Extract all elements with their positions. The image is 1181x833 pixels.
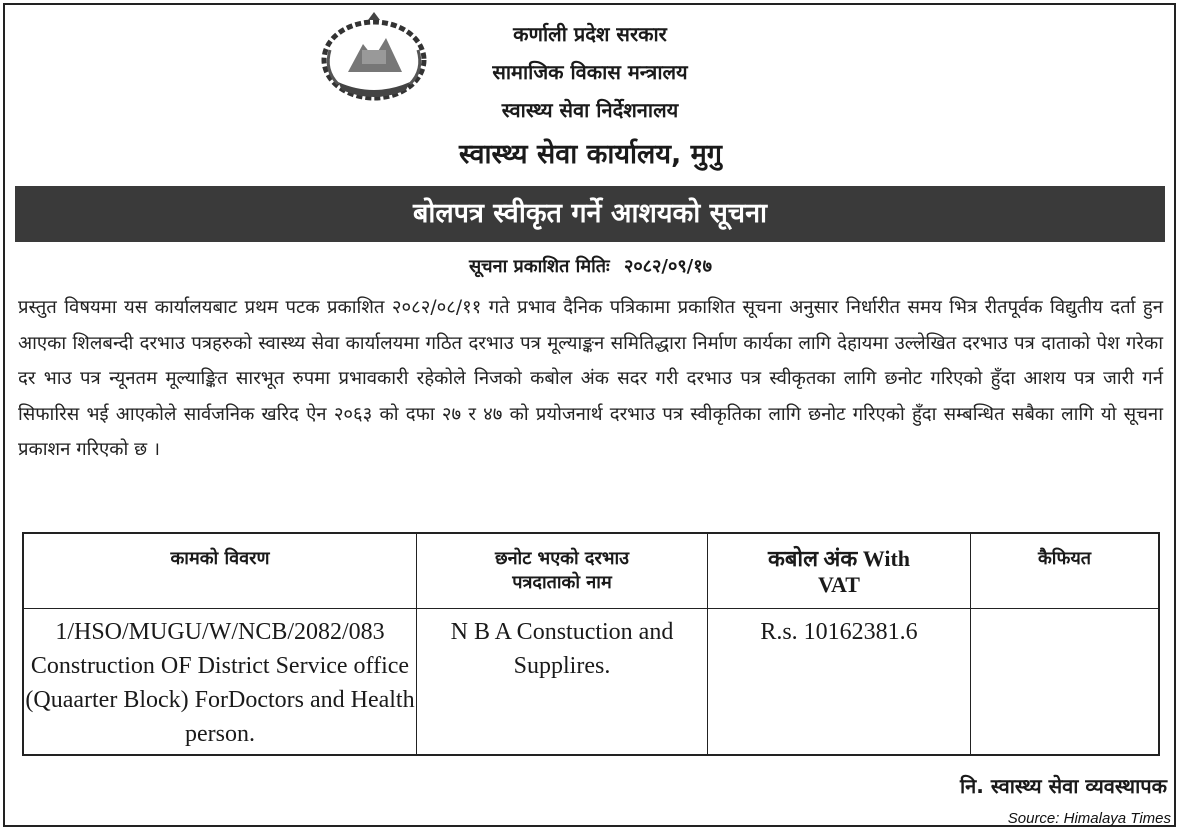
header-bidder-line2: पत्रदाताको नाम (512, 572, 612, 593)
header-amount-line1: कबोल अंक With (767, 546, 911, 571)
office-title: स्वास्थ्य सेवा कार्यालय, मुगु (459, 139, 722, 170)
publication-line (0, 254, 1181, 278)
header-bidder-line1: छनोट भएको दरभाउ (494, 548, 630, 569)
header-bidder (417, 533, 708, 608)
nepal-emblem-icon (318, 10, 430, 102)
cell-amount: R.s. 10162381.6 (708, 608, 971, 755)
header-directorate: स्वास्थ्य सेवा निर्देशनालय (501, 98, 679, 122)
cell-description: 1/HSO/MUGU/W/NCB/2082/083 Construction OF District Service office (Quaarter Block) ForDoctors and Health person. (23, 608, 417, 755)
publication-label: सूचना प्रकाशित मितिः (469, 256, 610, 277)
header-province: कर्णाली प्रदेश सरकार (513, 22, 667, 46)
publication-date: २०८२/०९/१७ (623, 256, 712, 277)
notice-body: प्रस्तुत विषयमा यस कार्यालयबाट प्रथम पटक प्रकाशित २०८२/०८/११ गते प्रभाव दैनिक पत्रिकामा प्रकाशित सूचना अनुसार निर्धारीत समय भित्र रीतपूर्वक विद्युतीय दर्ता हुन आएका शिलबन्दी दरभाउ पत्रहरुको स्वास्थ्य सेवा कार्यालयमा गठित दरभाउ पत्र मूल्याङ्कन समितिद्धारा निर्माण कार्यका लागि देहायमा उल्लेखित दरभाउ पत्र दाताको पेश गरेका दर भाउ पत्र न्यूनतम मूल्याङ्कित सारभूत रुपमा प्रभावकारी रहेकोले निजको कबोल अंक सदर गरी दरभाउ पत्र स्वीकृतका लागि छनोट गरिएको हुँदा आशय पत्र जारी गर्न सिफारिस भई आएकोले सार्वजनिक खरिद ऐन २०६३ को दफा २७ र ४७ को प्रयोजनार्थ दरभाउ पत्र स्वीकृतिका लागि छनोट गरिएको हुँदा सम्बन्धित सबैका लागि यो सूचना प्रकाशन गरिएको छ । (18, 297, 1163, 460)
header-amount-line2: VAT (818, 572, 860, 597)
table-row (23, 608, 1159, 755)
header-amount (708, 533, 971, 608)
bid-table (22, 532, 1160, 756)
header-description: कामको विवरण (23, 533, 417, 608)
table-header-row (23, 533, 1159, 608)
header-ministry: सामाजिक विकास मन्त्रालय (492, 60, 688, 84)
notice-banner: बोलपत्र स्वीकृत गर्ने आशयको सूचना (15, 186, 1165, 242)
source-credit: Source: Himalaya Times (1007, 810, 1171, 827)
cell-bidder: N B A Constuction and Supplires. (417, 608, 708, 755)
cell-remarks (971, 608, 1160, 755)
header-remarks: कैफियत (971, 533, 1160, 608)
signoff: नि. स्वास्थ्य सेवा व्यवस्थापक (960, 774, 1167, 798)
